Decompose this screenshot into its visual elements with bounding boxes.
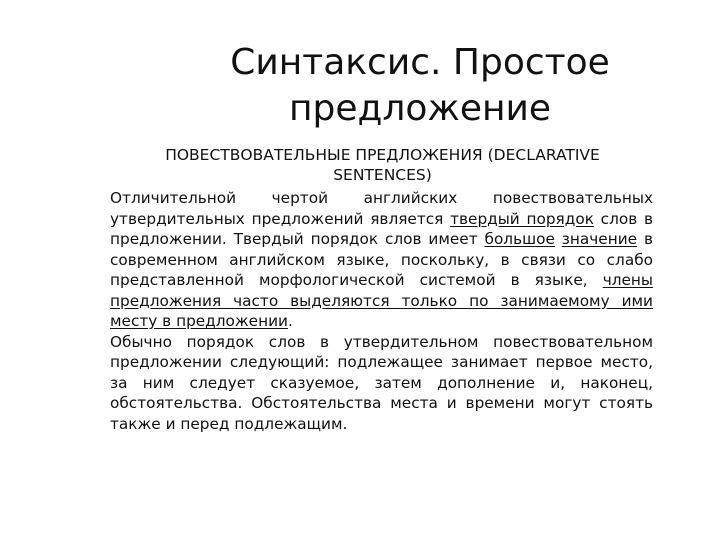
- paragraph-1: [110, 188, 653, 332]
- paragraph-2: Обычно порядок слов в утвердительном повествовательном предложении следующий: подлежащее занимает первое место, за ним следует сказуемое, затем дополнение и, наконец, обстоятельства. Обстоятельства места и времени могут стоять также и перед подлежащим.: [110, 332, 653, 433]
- section-heading-line-1: ПОВЕСТВОВАТЕЛЬНЫЕ ПРЕДЛОЖЕНИЯ (DECLARATIVE: [165, 146, 600, 164]
- section-heading: [110, 145, 655, 185]
- p1-underline-big: большое: [484, 230, 555, 248]
- section-heading-line-2: SENTENCES): [333, 166, 432, 184]
- slide-title: [170, 40, 670, 132]
- p1-text-1: Отличительной чертой английских повествовательных утвердительных предложений является: [110, 189, 653, 228]
- p1-text-4: .: [287, 312, 293, 330]
- p1-underline-members: члены предложения часто выделяются только по занимаемому ими месту в предложении: [110, 271, 653, 330]
- p1-underline-fixed-order: твердый порядок: [450, 209, 594, 228]
- title-line-1: Синтаксис. Простое: [230, 42, 610, 83]
- p1-text-2: слов в предложении. Твердый порядок слов имеет: [110, 209, 653, 248]
- title-line-2: предложение: [288, 88, 552, 129]
- body-text: [110, 188, 653, 434]
- p1-underline-meaning: значение: [561, 230, 638, 248]
- p1-text-3: в современном английском языке, поскольку, в связи со слабо представленной морфологической системой в языке,: [110, 230, 653, 289]
